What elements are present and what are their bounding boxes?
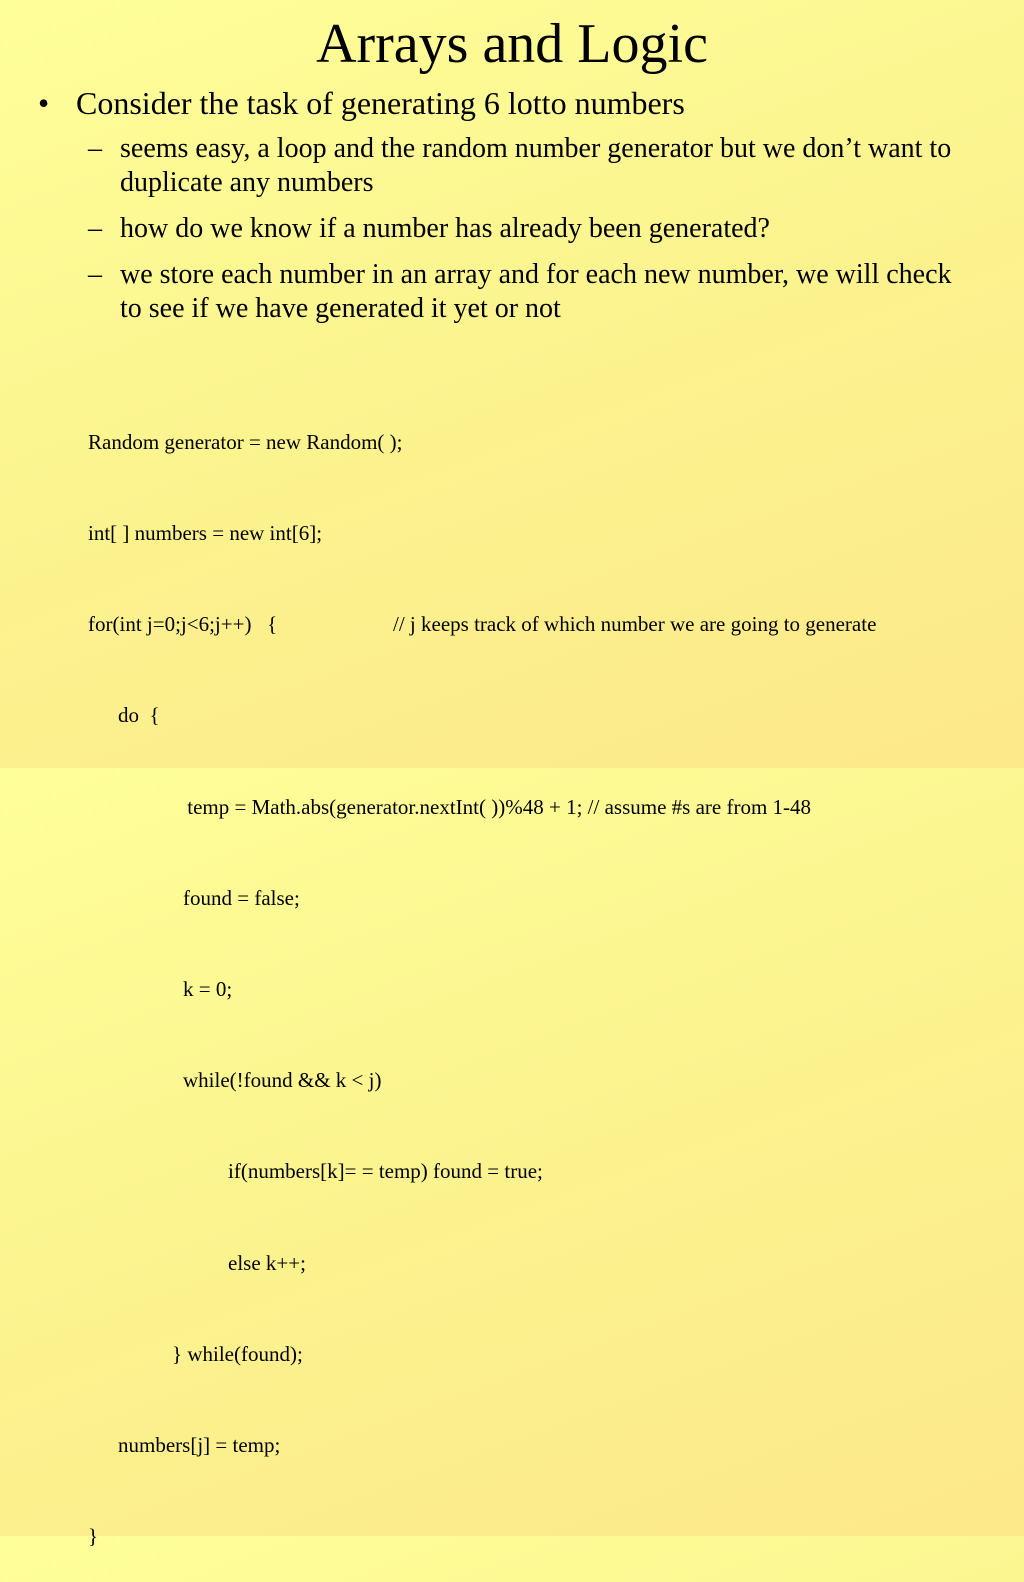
dash-marker: – [88,133,102,164]
sub-bullet [88,132,968,200]
code-line: temp = Math.abs(generator.nextInt( ))%48 + 1; // assume #s are from 1-48 [182,794,812,819]
sub-bullet-text: seems easy, a loop and the random number generator but we don’t want to duplicate any numbers [120,133,952,198]
code-line-for [88,609,1008,639]
code-block [88,366,1008,1582]
sub-bullet-text: how do we know if a number has already been generated? [120,213,770,244]
code-line: int[ ] numbers = new int[6]; [88,521,323,546]
code-line: } while(found); [172,1341,303,1366]
sub-bullet-list [88,132,968,338]
code-line: } [88,1524,99,1549]
sub-bullet [88,212,968,246]
main-bullet-text: Consider the task of generating 6 lotto numbers [76,85,685,121]
sub-bullet-text: we store each number in an array and for each new number, we will check to see if we have generated it yet or not [120,259,952,324]
code-line: do { [118,703,160,728]
code-line: while(!found && k < j) [183,1068,382,1093]
bullet-marker: • [38,85,50,121]
code-line: else k++; [228,1250,306,1275]
dash-marker: – [88,213,102,244]
main-bullet [38,84,685,122]
code-text: for(int j=0;j<6;j++) { [88,612,278,637]
sub-bullet [88,258,968,326]
code-line: if(numbers[k]= = temp) found = true; [228,1159,543,1184]
code-line: Random generator = new Random( ); [88,429,403,454]
dash-marker: – [88,259,102,290]
slide-title: Arrays and Logic [316,13,708,75]
code-line: found = false; [183,885,300,910]
code-line: k = 0; [183,977,233,1002]
code-comment: // j keeps track of which number we are going to generate [393,612,877,637]
code-line: numbers[j] = temp; [118,1433,281,1458]
